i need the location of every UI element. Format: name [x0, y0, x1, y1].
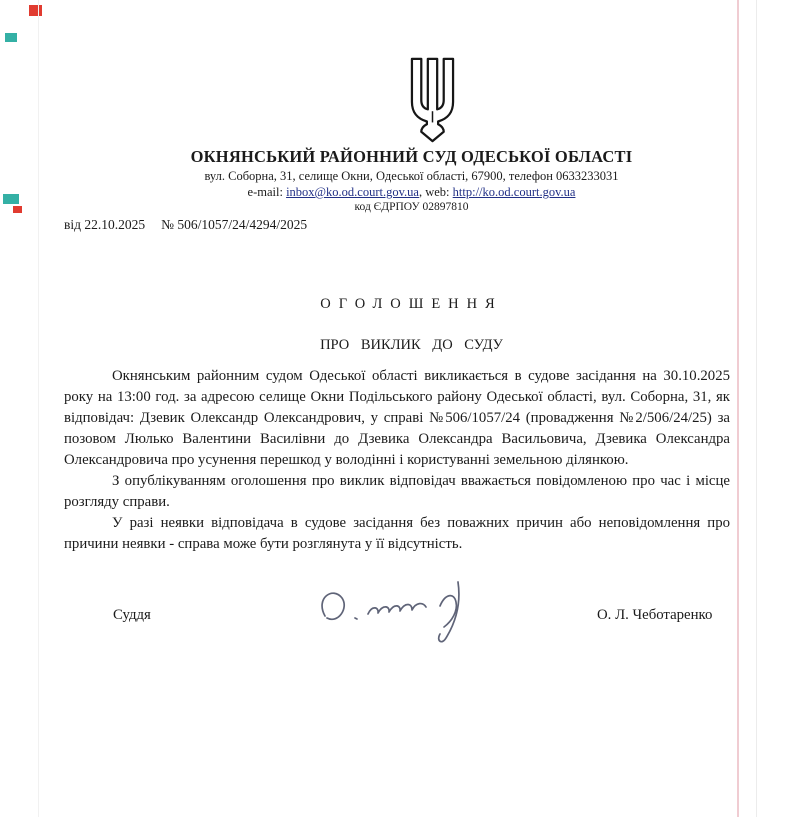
edrpou-code: код ЄДРПОУ 02897810	[354, 201, 469, 213]
signer-role: Суддя	[113, 607, 151, 623]
email-link[interactable]: inbox@ko.od.court.gov.ua	[286, 185, 419, 199]
reference-date: від 22.10.2025	[64, 217, 146, 232]
judge-signature	[300, 576, 500, 651]
paragraph-absence: У разі неявки відповідача в судове засідання без поважних причин або неповідомлення про причини неявки - справа може бути розглянута у її відсутність.	[64, 515, 730, 552]
scan-artifact-teal	[3, 194, 19, 204]
court-contacts	[30, 185, 793, 200]
court-name: ОКНЯНСЬКИЙ РАЙОННИЙ СУД ОДЕСЬКОЇ ОБЛАСТІ	[190, 147, 633, 166]
reference-line	[64, 217, 307, 233]
announcement-body	[64, 366, 730, 555]
document-title: ОГОЛОШЕННЯ	[320, 296, 503, 312]
signer-name: О. Л. Чеботаренко	[597, 607, 713, 623]
contact-prefix: e-mail:	[247, 185, 287, 199]
scan-artifact-red	[13, 206, 22, 213]
scan-artifact-teal	[5, 33, 17, 42]
scan-line-artifact	[38, 0, 39, 817]
document-subtitle: ПРО ВИКЛИК ДО СУДУ	[320, 337, 503, 353]
reference-number: № 506/1057/24/4294/2025	[161, 217, 308, 232]
scan-artifact-red	[29, 5, 42, 16]
court-address: вул. Соборна, 31, селище Окни, Одеської області, 67900, телефон 0633233031	[204, 169, 619, 183]
scan-line-artifact	[756, 0, 757, 817]
website-link[interactable]: http://ko.od.court.gov.ua	[452, 185, 576, 199]
coat-of-arms-ukraine-icon	[404, 57, 461, 143]
contact-mid: , web:	[418, 185, 453, 199]
paragraph-notice: З опублікуванням оголошення про виклик відповідач вважається повідомленою про час і місце розгляду справи.	[64, 473, 730, 510]
scan-line-artifact	[737, 0, 739, 817]
paragraph-summons: Окнянським районним судом Одеської області викликається в судове засідання на 30.10.2025 року на 13:00 год. за адресою селище Окни Подільського району Одеської області, вул. Соборна, 31, як відповідач: Дзевик Олександр Олександрович, у справі №506/1057/24 (провадження №2/506/24/25) за позовом Люлько Валентини Василівни до Дзевика Олександра Васильовича, Дзевика Олександра Олександровича про усунення перешкод у володінні і користуванні земельною ділянкою.	[64, 368, 730, 468]
